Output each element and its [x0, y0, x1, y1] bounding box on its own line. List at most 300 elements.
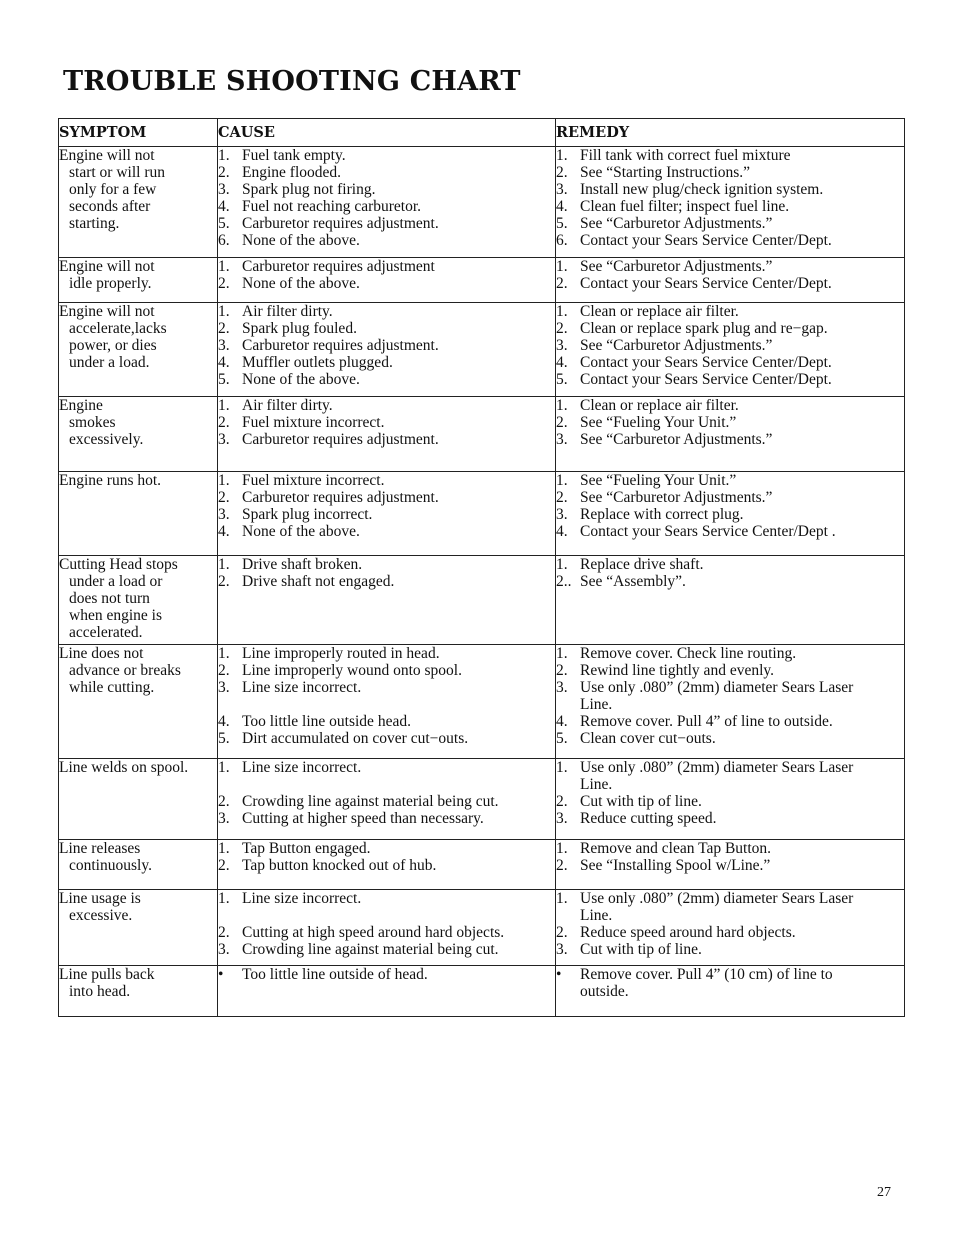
item-text: Install new plug/check ignition system.	[580, 181, 824, 198]
item-text: Replace drive shaft.	[580, 556, 704, 573]
cause-item	[218, 232, 555, 249]
spacer	[218, 696, 555, 713]
item-text: Clean or replace spark plug and re−gap.	[580, 320, 828, 337]
cause-item	[218, 941, 555, 958]
cause-item	[218, 857, 555, 874]
remedy-item	[556, 232, 904, 249]
cause-item	[218, 556, 555, 573]
item-number: 4.	[556, 523, 568, 540]
item-number: 2.	[556, 275, 568, 292]
item-text: Contact your Sears Service Center/Dept.	[580, 371, 832, 388]
cause-cell	[218, 759, 556, 840]
item-text: Air filter dirty.	[242, 303, 333, 320]
remedy-item	[556, 924, 904, 941]
item-number	[556, 907, 580, 924]
item-text: Line size incorrect.	[242, 679, 362, 696]
item-number: 4.	[218, 713, 230, 730]
symptom-text: only for a few	[69, 181, 157, 198]
cause-item	[218, 472, 555, 489]
item-text: Line improperly routed in head.	[242, 645, 440, 662]
remedy-cell	[556, 303, 905, 397]
item-text: Use only .080” (2mm) diameter Sears Laser	[580, 679, 854, 696]
cause-item	[218, 730, 555, 747]
item-text: Contact your Sears Service Center/Dept .	[580, 523, 836, 540]
item-number: 2.	[218, 164, 230, 181]
symptom-text: does not turn	[69, 590, 150, 607]
cause-item	[218, 573, 555, 590]
symptom-cell	[59, 147, 218, 258]
cause-item	[218, 414, 555, 431]
item-text: Dirt accumulated on cover cut−outs.	[242, 730, 469, 747]
table-row	[59, 890, 905, 966]
item-text: Spark plug not firing.	[242, 181, 376, 198]
item-number: 5.	[556, 730, 568, 747]
remedy-item	[556, 472, 904, 489]
item-text: Line.	[580, 776, 613, 793]
item-text: Carburetor requires adjustment.	[242, 489, 439, 506]
symptom-header: SYMPTOM	[59, 119, 218, 147]
item-number: 2.	[218, 275, 230, 292]
table-row	[59, 397, 905, 472]
cause-item	[218, 713, 555, 730]
remedy-item	[556, 147, 904, 164]
item-text: Tap button knocked out of hub.	[242, 857, 437, 874]
remedy-item	[556, 696, 904, 713]
item-number	[556, 983, 580, 1000]
item-text: Clean cover cut−outs.	[580, 730, 716, 747]
remedy-cell	[556, 840, 905, 890]
remedy-item	[556, 397, 904, 414]
cause-cell	[218, 258, 556, 303]
symptom-cell	[59, 258, 218, 303]
remedy-item	[556, 354, 904, 371]
remedy-item	[556, 966, 904, 983]
item-text: Fuel mixture incorrect.	[242, 472, 385, 489]
remedy-item	[556, 662, 904, 679]
item-number: 2.	[218, 320, 230, 337]
item-text: Clean or replace air filter.	[580, 303, 739, 320]
remedy-item	[556, 506, 904, 523]
item-number: 3.	[556, 679, 568, 696]
item-number: 3.	[556, 941, 568, 958]
remedy-cell	[556, 258, 905, 303]
symptom-text: excessively.	[69, 431, 144, 448]
symptom-text: while cutting.	[69, 679, 155, 696]
item-number: 2.	[556, 857, 568, 874]
item-text: Use only .080” (2mm) diameter Sears Laser	[580, 759, 854, 776]
item-text: Contact your Sears Service Center/Dept.	[580, 232, 832, 249]
item-number: 2.	[556, 320, 568, 337]
symptom-text: accelerate,lacks	[69, 320, 167, 337]
symptom-cell	[59, 890, 218, 966]
item-number: 1.	[218, 645, 230, 662]
cause-item	[218, 198, 555, 215]
item-number: 2.	[556, 793, 568, 810]
item-number: 2.	[218, 573, 230, 590]
symptom-text: Line releases	[59, 840, 141, 857]
item-text: Contact your Sears Service Center/Dept.	[580, 354, 832, 371]
remedy-item	[556, 320, 904, 337]
item-text: None of the above.	[242, 275, 360, 292]
item-text: Clean or replace air filter.	[580, 397, 739, 414]
remedy-cell	[556, 645, 905, 759]
item-text: See “Fueling Your Unit.”	[580, 414, 737, 431]
item-number: 6.	[218, 232, 230, 249]
cause-item	[218, 258, 555, 275]
item-number: 1.	[556, 147, 568, 164]
item-number: 5.	[556, 215, 568, 232]
item-text: Line.	[580, 696, 613, 713]
item-number	[556, 696, 580, 713]
remedy-item	[556, 776, 904, 793]
cause-cell	[218, 966, 556, 1017]
item-number: 2.	[218, 414, 230, 431]
remedy-item	[556, 164, 904, 181]
item-text: Contact your Sears Service Center/Dept.	[580, 275, 832, 292]
item-number: 3.	[556, 181, 568, 198]
symptom-cell	[59, 645, 218, 759]
remedy-cell	[556, 759, 905, 840]
table-row	[59, 258, 905, 303]
remedy-item	[556, 337, 904, 354]
symptom-text: Line welds on spool.	[59, 759, 189, 776]
cause-cell	[218, 303, 556, 397]
table-row	[59, 840, 905, 890]
symptom-text: starting.	[69, 215, 120, 232]
symptom-cell	[59, 759, 218, 840]
item-text: Air filter dirty.	[242, 397, 333, 414]
remedy-cell	[556, 397, 905, 472]
item-text: See “Assembly”.	[580, 573, 686, 590]
cause-item	[218, 662, 555, 679]
item-number: 4.	[556, 354, 568, 371]
item-number: 4.	[218, 354, 230, 371]
item-text: None of the above.	[242, 523, 360, 540]
symptom-text: power, or dies	[69, 337, 157, 354]
item-text: See “Installing Spool w/Line.”	[580, 857, 771, 874]
item-text: Fuel mixture incorrect.	[242, 414, 385, 431]
table-row	[59, 966, 905, 1017]
item-text: Carburetor requires adjustment	[242, 258, 435, 275]
item-number: 2.	[556, 662, 568, 679]
item-text: See “Carburetor Adjustments.”	[580, 489, 773, 506]
remedy-cell	[556, 966, 905, 1017]
item-number: 1.	[556, 556, 568, 573]
item-number: 3.	[218, 506, 230, 523]
remedy-item	[556, 198, 904, 215]
item-text: See “Fueling Your Unit.”	[580, 472, 737, 489]
item-text: Remove cover. Pull 4” of line to outside.	[580, 713, 833, 730]
cause-cell	[218, 645, 556, 759]
cause-item	[218, 397, 555, 414]
item-text: Engine flooded.	[242, 164, 342, 181]
table-row	[59, 472, 905, 556]
item-number: 2.	[556, 164, 568, 181]
item-text: Clean fuel filter; inspect fuel line.	[580, 198, 790, 215]
symptom-cell	[59, 397, 218, 472]
item-number: 2.	[218, 489, 230, 506]
cause-cell	[218, 556, 556, 645]
symptom-text: Engine	[59, 397, 103, 414]
item-number: •	[556, 966, 562, 983]
item-number: 3.	[556, 431, 568, 448]
symptom-text: start or will run	[69, 164, 165, 181]
symptom-text: Line does not	[59, 645, 144, 662]
cause-item	[218, 303, 555, 320]
remedy-item	[556, 907, 904, 924]
remedy-item	[556, 303, 904, 320]
symptom-text: excessive.	[69, 907, 133, 924]
item-text: See “Starting Instructions.”	[580, 164, 751, 181]
item-number	[556, 776, 580, 793]
remedy-cell	[556, 472, 905, 556]
item-number: 1.	[218, 303, 230, 320]
item-number: 1.	[218, 759, 230, 776]
remedy-item	[556, 489, 904, 506]
symptom-text: under a load.	[69, 354, 150, 371]
symptom-text: Line pulls back	[59, 966, 155, 983]
item-text: Carburetor requires adjustment.	[242, 431, 439, 448]
item-number: 2.	[218, 924, 230, 941]
item-text: Use only .080” (2mm) diameter Sears Laser	[580, 890, 854, 907]
page-number: 27	[877, 1185, 891, 1200]
remedy-item	[556, 645, 904, 662]
remedy-item	[556, 713, 904, 730]
cause-item	[218, 164, 555, 181]
symptom-text: Engine will not	[59, 258, 155, 275]
cause-item	[218, 320, 555, 337]
remedy-item	[556, 556, 904, 573]
remedy-item	[556, 258, 904, 275]
item-number: 1.	[556, 397, 568, 414]
item-number: 4.	[556, 198, 568, 215]
remedy-item	[556, 431, 904, 448]
item-number: 1.	[556, 472, 568, 489]
item-text: Spark plug incorrect.	[242, 506, 373, 523]
cause-item	[218, 966, 555, 983]
item-number: 2.	[218, 793, 230, 810]
item-number: 2.	[218, 857, 230, 874]
symptom-cell	[59, 840, 218, 890]
item-text: Rewind line tightly and evenly.	[580, 662, 774, 679]
cause-header: CAUSE	[218, 119, 556, 147]
spacer	[218, 907, 555, 924]
item-text: Cutting at higher speed than necessary.	[242, 810, 484, 827]
symptom-text: Engine will not	[59, 147, 155, 164]
item-number: 2.	[556, 489, 568, 506]
item-number: 1.	[218, 556, 230, 573]
item-number: 1.	[556, 258, 568, 275]
cause-item	[218, 645, 555, 662]
item-text: See “Carburetor Adjustments.”	[580, 431, 773, 448]
table-row	[59, 147, 905, 258]
item-number: 3.	[556, 506, 568, 523]
symptom-text: when engine is	[69, 607, 162, 624]
item-text: None of the above.	[242, 371, 360, 388]
symptom-text: Engine will not	[59, 303, 155, 320]
item-number: 1.	[218, 472, 230, 489]
item-number: 5.	[218, 371, 230, 388]
symptom-text: idle properly.	[69, 275, 152, 292]
item-text: outside.	[580, 983, 629, 1000]
symptom-text: advance or breaks	[69, 662, 181, 679]
item-text: Fuel not reaching carburetor.	[242, 198, 422, 215]
item-text: None of the above.	[242, 232, 360, 249]
item-number: 3.	[218, 181, 230, 198]
item-text: Muffler outlets plugged.	[242, 354, 393, 371]
remedy-item	[556, 793, 904, 810]
item-number: 4.	[218, 523, 230, 540]
remedy-item	[556, 181, 904, 198]
symptom-text: into head.	[69, 983, 131, 1000]
cause-item	[218, 147, 555, 164]
symptom-cell	[59, 966, 218, 1017]
table-row	[59, 556, 905, 645]
item-number: 5.	[218, 215, 230, 232]
cause-item	[218, 793, 555, 810]
symptom-text: Cutting Head stops	[59, 556, 178, 573]
item-text: Cutting at high speed around hard objects.	[242, 924, 505, 941]
cause-cell	[218, 840, 556, 890]
remedy-item	[556, 523, 904, 540]
item-text: See “Carburetor Adjustments.”	[580, 215, 773, 232]
cause-cell	[218, 147, 556, 258]
table-row	[59, 759, 905, 840]
item-text: See “Carburetor Adjustments.”	[580, 337, 773, 354]
item-number: 5.	[556, 371, 568, 388]
item-text: Remove cover. Check line routing.	[580, 645, 797, 662]
item-text: Line size incorrect.	[242, 890, 362, 907]
item-text: Line size incorrect.	[242, 759, 362, 776]
cause-item	[218, 215, 555, 232]
item-text: Crowding line against material being cut.	[242, 793, 499, 810]
header-row	[59, 119, 905, 147]
cause-item	[218, 840, 555, 857]
cause-item	[218, 523, 555, 540]
item-text: Cut with tip of line.	[580, 941, 702, 958]
item-number: •	[218, 966, 224, 983]
item-number: 3.	[218, 810, 230, 827]
cause-item	[218, 371, 555, 388]
item-number: 5.	[218, 730, 230, 747]
item-text: Replace with correct plug.	[580, 506, 744, 523]
item-text: Drive shaft not engaged.	[242, 573, 395, 590]
item-text: Crowding line against material being cut.	[242, 941, 499, 958]
remedy-item	[556, 941, 904, 958]
cause-item	[218, 759, 555, 776]
item-text: Cut with tip of line.	[580, 793, 702, 810]
cause-item	[218, 489, 555, 506]
item-number: 2.	[556, 924, 568, 941]
symptom-text: Engine runs hot.	[59, 472, 162, 489]
item-text: Fuel tank empty.	[242, 147, 346, 164]
remedy-item	[556, 840, 904, 857]
item-text: Remove cover. Pull 4” (10 cm) of line to	[580, 966, 833, 983]
item-text: Line.	[580, 907, 613, 924]
symptom-text: smokes	[69, 414, 116, 431]
remedy-cell	[556, 147, 905, 258]
symptom-text: accelerated.	[69, 624, 143, 641]
cause-item	[218, 337, 555, 354]
remedy-item	[556, 890, 904, 907]
item-number: 2.	[556, 414, 568, 431]
trouble-shooting-table	[58, 118, 905, 1017]
cause-item	[218, 181, 555, 198]
symptom-cell	[59, 303, 218, 397]
remedy-cell	[556, 556, 905, 645]
remedy-cell	[556, 890, 905, 966]
remedy-item	[556, 983, 904, 1000]
cause-item	[218, 506, 555, 523]
cause-item	[218, 924, 555, 941]
item-text: Fill tank with correct fuel mixture	[580, 147, 791, 164]
remedy-item	[556, 810, 904, 827]
item-number: 1.	[556, 303, 568, 320]
remedy-item	[556, 414, 904, 431]
table-row	[59, 645, 905, 759]
remedy-header: REMEDY	[556, 119, 905, 147]
item-number: 1.	[556, 759, 568, 776]
spacer	[218, 776, 555, 793]
cause-cell	[218, 890, 556, 966]
symptom-text: seconds after	[69, 198, 151, 215]
cause-item	[218, 679, 555, 696]
table-row	[59, 303, 905, 397]
item-text: Tap Button engaged.	[242, 840, 371, 857]
remedy-item	[556, 215, 904, 232]
remedy-item	[556, 371, 904, 388]
symptom-text: under a load or	[69, 573, 163, 590]
item-number: 3.	[218, 431, 230, 448]
item-text: Too little line outside of head.	[242, 966, 428, 983]
item-number: 3.	[218, 337, 230, 354]
symptom-text: Line usage is	[59, 890, 141, 907]
symptom-text: continuously.	[69, 857, 152, 874]
item-text: Reduce speed around hard objects.	[580, 924, 796, 941]
item-text: Too little line outside head.	[242, 713, 411, 730]
item-number: 1.	[556, 890, 568, 907]
symptom-cell	[59, 472, 218, 556]
item-number: 3.	[556, 810, 568, 827]
item-number: 1.	[556, 645, 568, 662]
cause-item	[218, 354, 555, 371]
item-text: Carburetor requires adjustment.	[242, 337, 439, 354]
item-number: 1.	[218, 890, 230, 907]
item-text: Reduce cutting speed.	[580, 810, 717, 827]
item-number: 1.	[218, 147, 230, 164]
item-number: 1.	[218, 258, 230, 275]
remedy-item	[556, 275, 904, 292]
item-text: Remove and clean Tap Button.	[580, 840, 772, 857]
item-text: Drive shaft broken.	[242, 556, 363, 573]
item-number: 4.	[218, 198, 230, 215]
cause-item	[218, 890, 555, 907]
cause-item	[218, 810, 555, 827]
item-number: 1.	[218, 840, 230, 857]
item-number: 1.	[218, 397, 230, 414]
page-title: TROUBLE SHOOTING CHART	[63, 66, 521, 97]
remedy-item	[556, 573, 904, 590]
item-number: 3.	[218, 941, 230, 958]
cause-item	[218, 431, 555, 448]
item-number: 2.	[218, 662, 230, 679]
item-text: Line improperly wound onto spool.	[242, 662, 462, 679]
item-number: 3.	[218, 679, 230, 696]
remedy-item	[556, 679, 904, 696]
item-text: Carburetor requires adjustment.	[242, 215, 439, 232]
remedy-item	[556, 759, 904, 776]
cause-item	[218, 275, 555, 292]
